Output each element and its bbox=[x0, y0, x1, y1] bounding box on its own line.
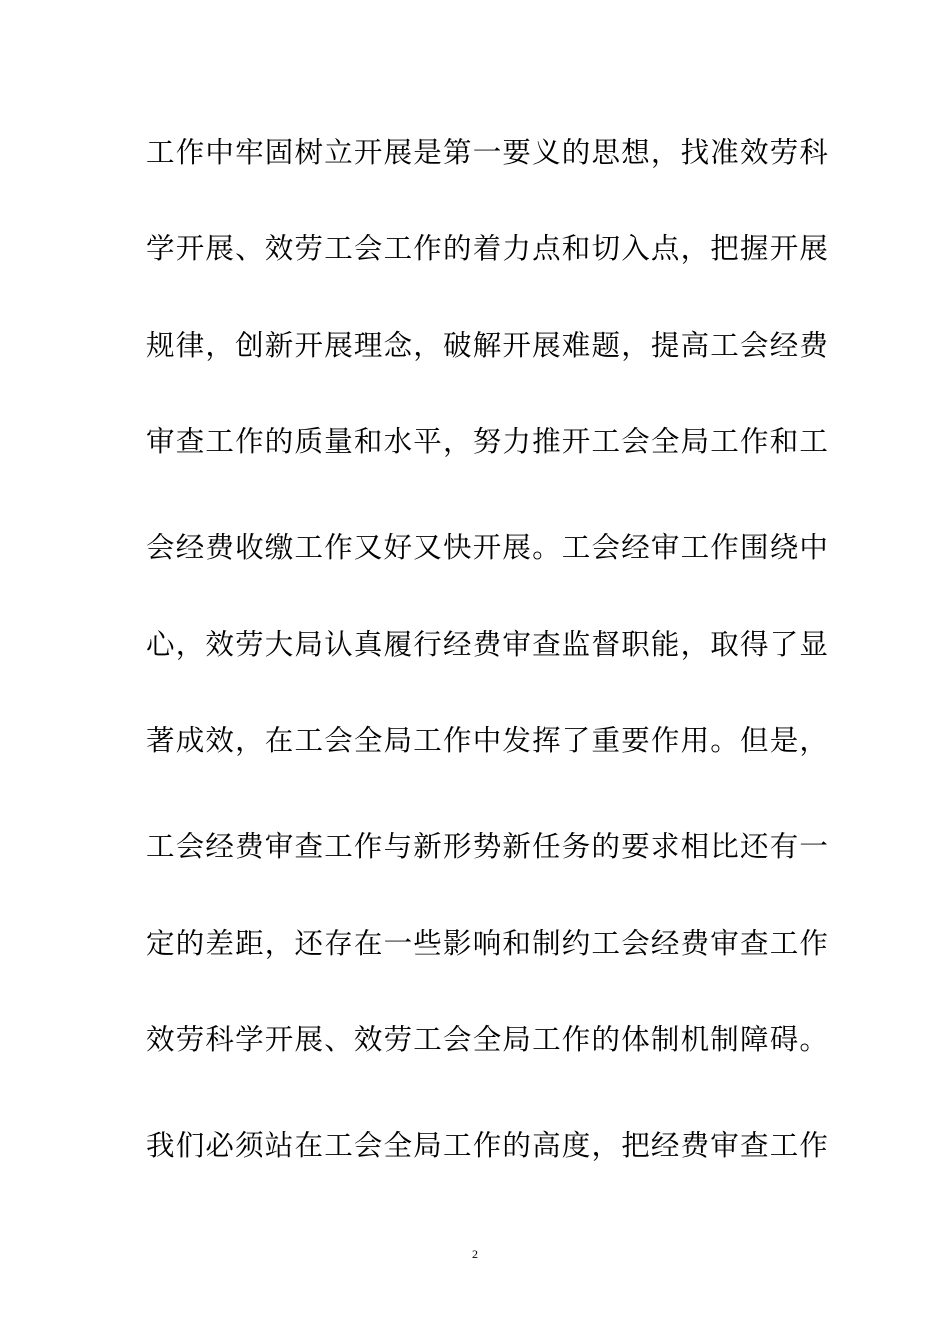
body-text-line: 会经费收缴工作又好又快开展。工会经审工作围绕中 bbox=[146, 531, 830, 564]
body-text-line: 工作中牢固树立开展是第一要义的思想，找准效劳科 bbox=[146, 136, 830, 169]
body-text-line: 我们必须站在工会全局工作的高度，把经费审查工作 bbox=[146, 1129, 830, 1162]
body-text-line: 规律，创新开展理念，破解开展难题，提高工会经费 bbox=[146, 329, 830, 362]
body-text-line: 学开展、效劳工会工作的着力点和切入点，把握开展 bbox=[146, 232, 830, 265]
page-number: 2 bbox=[472, 1247, 478, 1261]
body-text-line: 心，效劳大局认真履行经费审查监督职能，取得了显 bbox=[146, 628, 830, 661]
body-text-line: 效劳科学开展、效劳工会全局工作的体制机制障碍。 bbox=[146, 1023, 830, 1056]
body-text-line: 工会经费审查工作与新形势新任务的要求相比还有一 bbox=[146, 830, 830, 863]
body-text-line: 著成效，在工会全局工作中发挥了重要作用。但是， bbox=[146, 724, 830, 757]
body-text-line: 定的差距，还存在一些影响和制约工会经费审查工作 bbox=[146, 927, 830, 960]
body-text-line: 审查工作的质量和水平，努力推开工会全局工作和工 bbox=[146, 425, 830, 458]
